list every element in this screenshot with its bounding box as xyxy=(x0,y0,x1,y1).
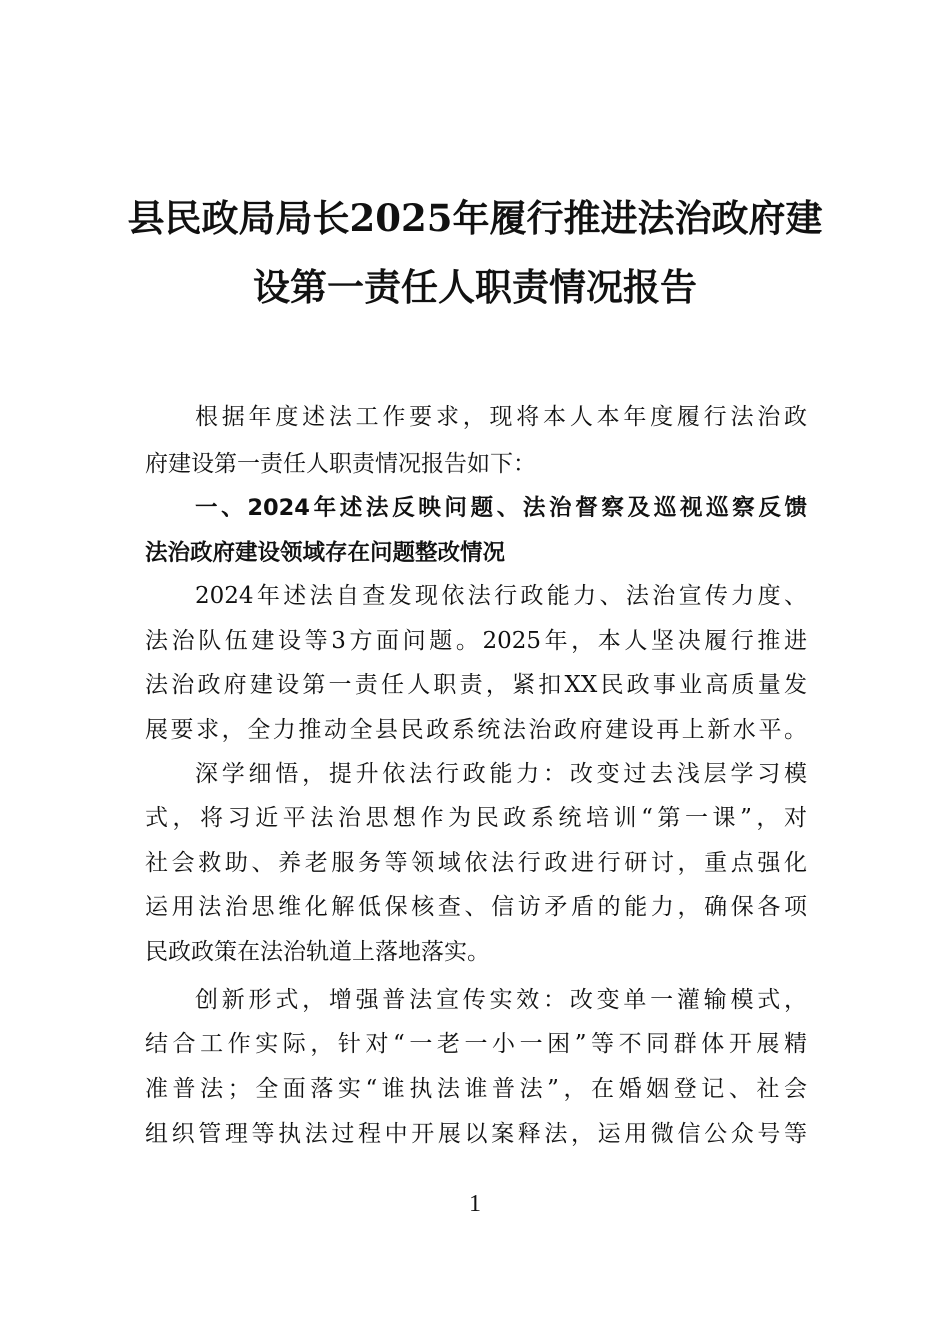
document-title-line-2: 设第一责任人职责情况报告 xyxy=(253,265,697,309)
paragraph-3-line-5: 民政政策在法治轨道上落地落实。 xyxy=(145,939,490,965)
paragraph-2-line-2: 法治队伍建设等3方面问题。2025年，本人坚决履行推进 xyxy=(145,628,807,654)
paragraph-2-line-3: 法治政府建设第一责任人职责，紧扣XX民政事业高质量发 xyxy=(145,672,807,698)
paragraph-4-line-1: 创新形式，增强普法宣传实效：改变单一灌输模式， xyxy=(195,987,807,1013)
paragraph-4-line-3: 准普法；全面落实“谁执法谁普法”，在婚姻登记、社会 xyxy=(145,1076,807,1102)
paragraph-3-line-1: 深学细悟，提升依法行政能力：改变过去浅层学习模 xyxy=(195,761,807,787)
paragraph-3-line-2: 式，将习近平法治思想作为民政系统培训“第一课”，对 xyxy=(145,805,807,831)
section-heading-1-line-1: 一、2024年述法反映问题、法治督察及巡视巡察反馈 xyxy=(195,495,807,521)
section-heading-1-line-2: 法治政府建设领域存在问题整改情况 xyxy=(145,540,506,566)
paragraph-2-line-4: 展要求，全力推动全县民政系统法治政府建设再上新水平。 xyxy=(145,717,807,743)
paragraph-4-line-2: 结合工作实际，针对“一老一小一困”等不同群体开展精 xyxy=(145,1031,807,1057)
paragraph-1-line-1: 根据年度述法工作要求，现将本人本年度履行法治政 xyxy=(195,404,807,430)
paragraph-2-line-1: 2024年述法自查发现依法行政能力、法治宣传力度、 xyxy=(195,583,807,609)
paragraph-1-line-2: 府建设第一责任人职责情况报告如下： xyxy=(145,451,536,477)
document-title-line-1: 县民政局局长2025年履行推进法治政府建 xyxy=(127,196,823,240)
page-number: 1 xyxy=(469,1191,481,1217)
paragraph-3-line-3: 社会救助、养老服务等领域依法行政进行研讨，重点强化 xyxy=(145,850,807,876)
paragraph-3-line-4: 运用法治思维化解低保核查、信访矛盾的能力，确保各项 xyxy=(145,894,807,920)
paragraph-4-line-4: 组织管理等执法过程中开展以案释法，运用微信公众号等 xyxy=(145,1121,807,1147)
